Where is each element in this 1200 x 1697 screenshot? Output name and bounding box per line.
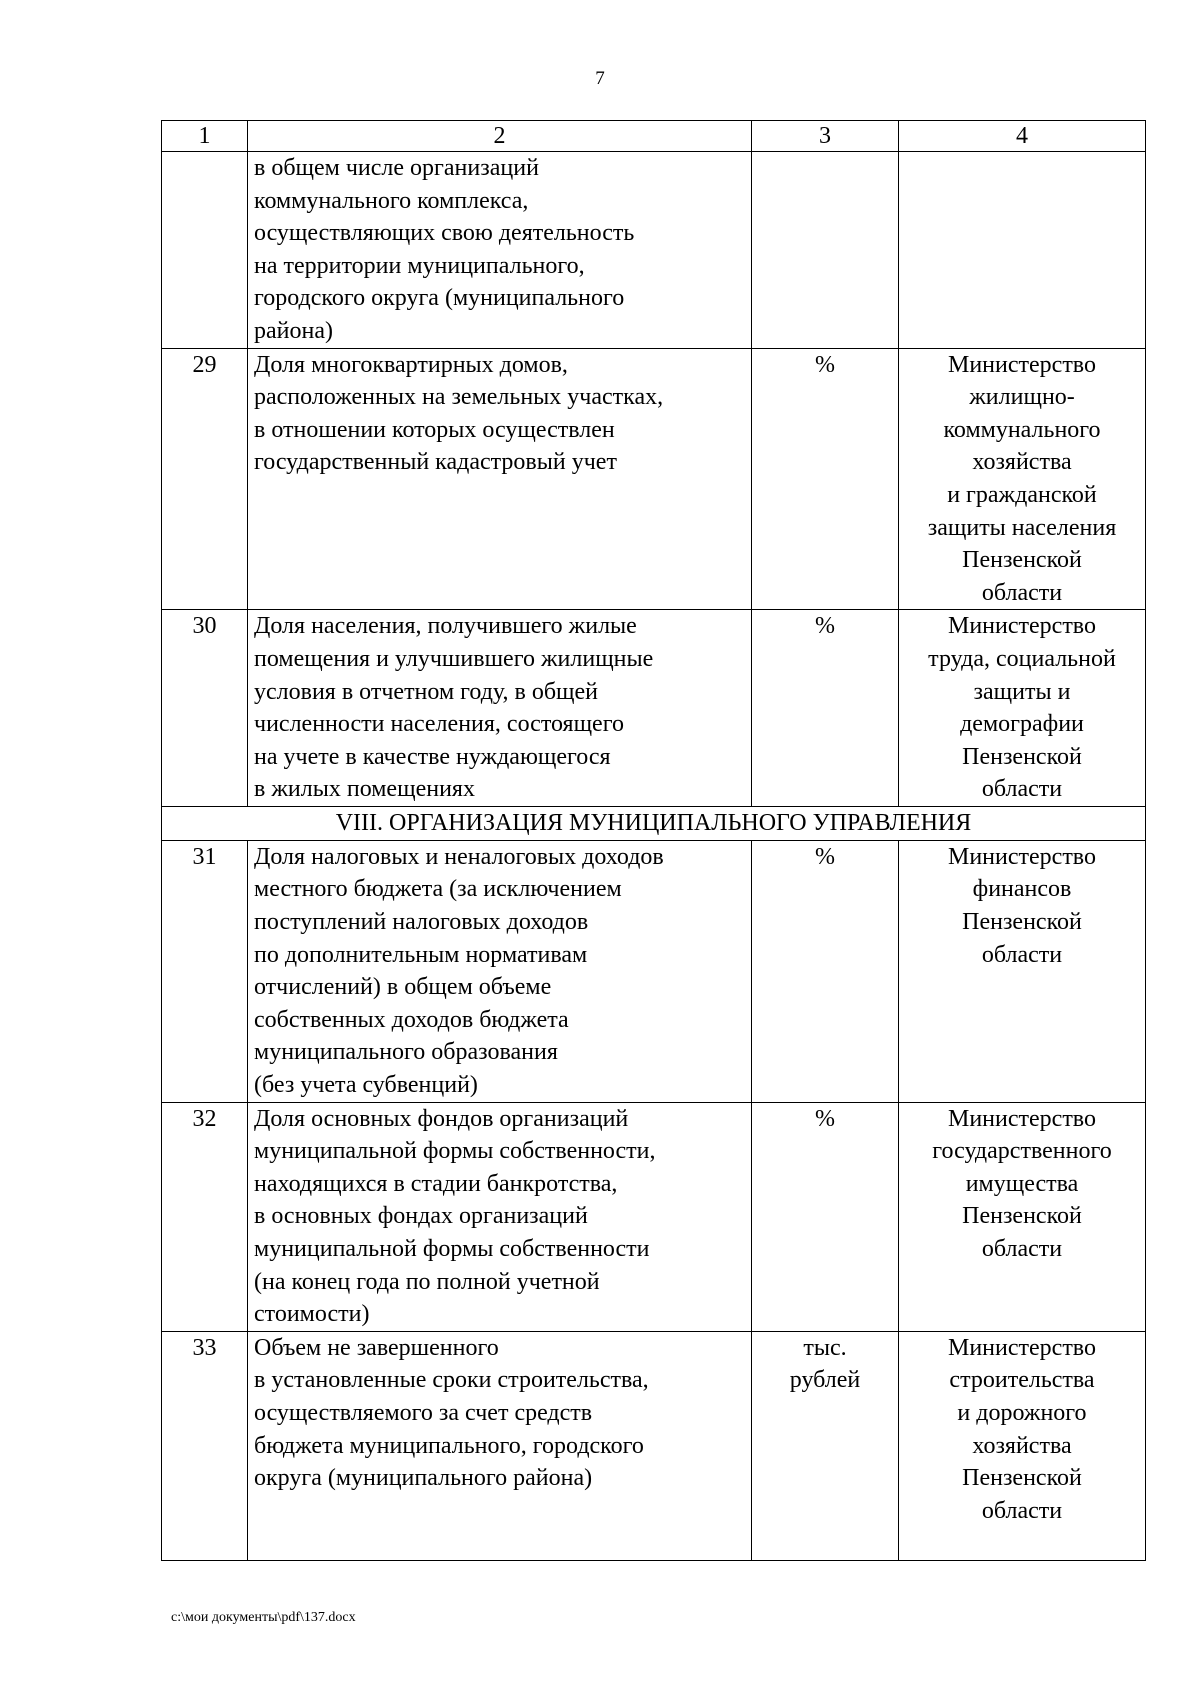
header-cell-1: 1 xyxy=(162,121,248,152)
unit-cell: % xyxy=(752,348,899,610)
unit-cell: тыс. рублей xyxy=(752,1331,899,1560)
section-title: VIII. ОРГАНИЗАЦИЯ МУНИЦИПАЛЬНОГО УПРАВЛЕНИЯ xyxy=(162,806,1146,840)
table-row xyxy=(162,1331,1146,1560)
responsible-body-cell: Министерство строительства и дорожного хозяйства Пензенской области xyxy=(899,1331,1146,1560)
row-number-cell: 30 xyxy=(162,610,248,807)
header-cell-2: 2 xyxy=(248,121,752,152)
page-number: 7 xyxy=(595,68,605,89)
section-row xyxy=(162,806,1146,840)
row-number-cell: 33 xyxy=(162,1331,248,1560)
unit-cell: % xyxy=(752,840,899,1102)
indicator-name-cell: Доля налоговых и неналоговых доходов местного бюджета (за исключением поступлений налоговых доходов по дополнительным нормативам отчислений) в общем объеме собственных доходов бюджета муниципального образования (без учета субвенций) xyxy=(248,840,752,1102)
row-number-cell: 32 xyxy=(162,1102,248,1331)
responsible-body-cell: Министерство государственного имущества Пензенской области xyxy=(899,1102,1146,1331)
header-cell-3: 3 xyxy=(752,121,899,152)
table-header-row xyxy=(162,121,1146,152)
responsible-body-cell: Министерство жилищно- коммунального хозяйства и гражданской защиты населения Пензенской области xyxy=(899,348,1146,610)
table-row xyxy=(162,348,1146,610)
table-row xyxy=(162,610,1146,807)
table-row xyxy=(162,152,1146,349)
responsible-body-cell: Министерство финансов Пензенской области xyxy=(899,840,1146,1102)
indicator-name-cell: Объем не завершенного в установленные сроки строительства, осуществляемого за счет средств бюджета муниципального, городского округа (муниципального района) xyxy=(248,1331,752,1560)
responsible-body-cell: Министерство труда, социальной защиты и демографии Пензенской области xyxy=(899,610,1146,807)
indicator-name-cell: в общем числе организаций коммунального комплекса, осуществляющих свою деятельность на территории муниципального, городского округа (муниципального района) xyxy=(248,152,752,349)
indicator-name-cell: Доля населения, получившего жилые помещения и улучшившего жилищные условия в отчетном году, в общей численности населения, состоящего на учете в качестве нуждающегося в жилых помещениях xyxy=(248,610,752,807)
header-cell-4: 4 xyxy=(899,121,1146,152)
table-row xyxy=(162,840,1146,1102)
row-number-cell: 31 xyxy=(162,840,248,1102)
unit-cell: % xyxy=(752,1102,899,1331)
table-row xyxy=(162,1102,1146,1331)
indicators-table xyxy=(161,120,1146,1561)
unit-cell xyxy=(752,152,899,349)
indicator-name-cell: Доля основных фондов организаций муниципальной формы собственности, находящихся в стадии банкротства, в основных фондах организаций муниципальной формы собственности (на конец года по полной учетной стоимости) xyxy=(248,1102,752,1331)
footer-file-path: c:\мои документы\pdf\137.docx xyxy=(171,1610,356,1625)
row-number-cell: 29 xyxy=(162,348,248,610)
unit-cell: % xyxy=(752,610,899,807)
row-number-cell xyxy=(162,152,248,349)
responsible-body-cell xyxy=(899,152,1146,349)
indicator-name-cell: Доля многоквартирных домов, расположенных на земельных участках, в отношении которых осуществлен государственный кадастровый учет xyxy=(248,348,752,610)
